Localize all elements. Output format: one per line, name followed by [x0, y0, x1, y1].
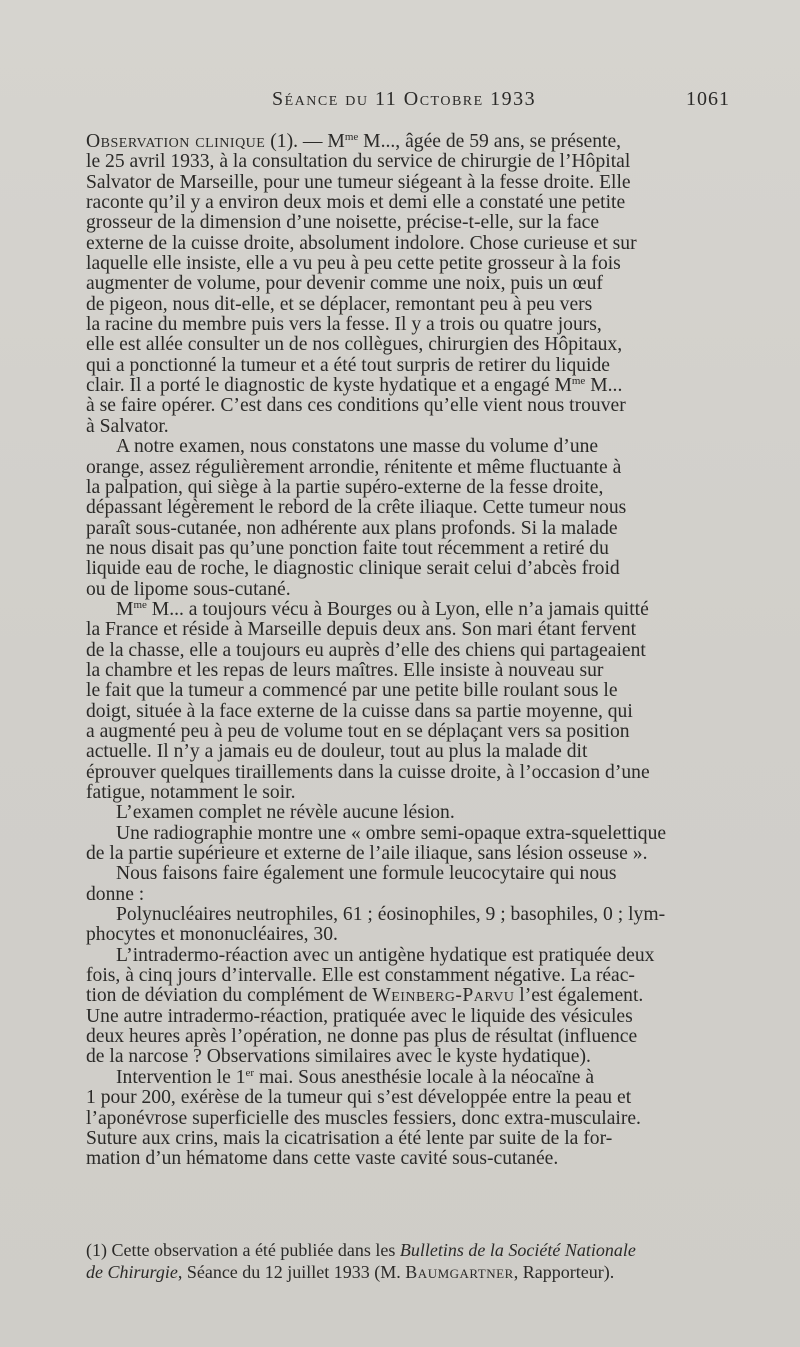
text-run: paraît sous-cutanée, non adhérente aux plans profonds. Si la malade	[86, 517, 618, 539]
text-line	[86, 1149, 738, 1169]
text-line	[86, 559, 738, 579]
text-run: a augmenté peu à peu de volume tout en se déplaçant vers sa position	[86, 720, 630, 742]
text-run: A notre examen, nous constatons une masse du volume d’une	[116, 436, 599, 458]
text-line	[86, 1007, 738, 1027]
text-run: l’est également.	[514, 985, 644, 1007]
text-run: liquide eau de roche, le diagnostic clinique serait celui d’abcès froid	[86, 558, 620, 580]
text-run: doigt, située à la face externe de la cuisse dans sa partie moyenne, qui	[86, 700, 633, 722]
text-run: Baumgartner	[405, 1262, 514, 1282]
text-line	[86, 580, 738, 600]
text-line	[86, 844, 738, 864]
text-run: Une autre intradermo-réaction, pratiquée avec le liquide des vésicules	[86, 1005, 633, 1027]
text-line	[86, 1027, 738, 1047]
text-run: mation d’un hématome dans cette vaste cavité sous-cutanée.	[86, 1148, 559, 1170]
text-run: L’intradermo-réaction avec un antigène hydatique est pratiquée deux	[116, 944, 655, 966]
text-run: orange, assez régulièrement arrondie, rénitente et même fluctuante à	[86, 456, 622, 478]
text-run: Nous faisons faire également une formule leucocytaire qui nous	[116, 863, 617, 885]
text-line	[86, 864, 738, 884]
text-run: la palpation, qui siège à la partie supéro-externe de la fesse droite,	[86, 476, 604, 498]
text-line	[86, 498, 738, 518]
text-run: donne :	[86, 883, 145, 905]
text-line	[86, 519, 738, 539]
text-run: raconte qu’il y a environ deux mois et demi elle a constaté une petite	[86, 192, 626, 214]
text-run: mai. Sous anesthésie locale à la néocaïne à	[254, 1066, 595, 1088]
text-run: Une radiographie montre une « ombre semi-opaque extra-squelettique	[116, 822, 667, 844]
text-line	[86, 173, 738, 193]
text-line	[86, 742, 738, 762]
text-run: , Rapporteur).	[513, 1262, 615, 1282]
text-line	[86, 681, 738, 701]
text-run: dépassant légèrement le rebord de la crête iliaque. Cette tumeur nous	[86, 497, 627, 519]
text-line	[86, 437, 738, 457]
text-run: laquelle elle insiste, elle a vu peu à peu cette petite grosseur à la fois	[86, 253, 621, 275]
text-run: actuelle. Il n’y a jamais eu de douleur, tout au plus la malade dit	[86, 741, 588, 763]
text-line	[86, 376, 738, 396]
text-run: à se faire opérer. C’est dans ces conditions qu’elle vient nous trouver	[86, 395, 626, 417]
text-line	[86, 539, 738, 559]
text-run: (1) Cette observation a été publiée dans les	[86, 1240, 400, 1260]
text-run: de Chirurgie	[86, 1262, 178, 1282]
text-run: Weinberg-Parvu	[372, 985, 515, 1007]
text-run: fois, à cinq jours d’intervalle. Elle est constamment négative. La réac-	[86, 965, 635, 987]
text-line	[86, 213, 738, 233]
text-line	[86, 600, 738, 620]
text-run: , Séance du 12 juillet 1933 (M.	[177, 1262, 406, 1282]
text-run: (1). — M	[265, 131, 345, 152]
text-line	[86, 783, 738, 803]
footnote-line	[86, 1261, 746, 1283]
page-number: 1061	[686, 88, 730, 110]
text-line	[86, 254, 738, 274]
text-run: me	[344, 131, 359, 143]
footnote	[86, 1239, 746, 1283]
text-run: la racine du membre puis vers la fesse. Il y a trois ou quatre jours,	[86, 314, 602, 336]
text-run: Intervention le 1	[116, 1066, 246, 1088]
text-run: externe de la cuisse droite, absolument indolore. Chose curieuse et sur	[86, 232, 637, 254]
footnote-line	[86, 1239, 746, 1261]
text-run: la France et réside à Marseille depuis deux ans. Son mari étant fervent	[86, 619, 637, 641]
text-run: le 25 avril 1933, à la consultation du service de chirurgie de l’Hôpital	[86, 151, 631, 173]
running-head-title: Séance du 11 Octobre 1933	[272, 88, 537, 110]
text-line	[86, 925, 738, 945]
text-run: deux heures après l’opération, ne donne pas plus de résultat (influence	[86, 1026, 638, 1048]
text-run: à Salvator.	[86, 415, 169, 437]
text-line	[86, 356, 738, 376]
text-line	[86, 702, 738, 722]
text-line	[86, 1068, 738, 1088]
text-line	[86, 234, 738, 254]
text-line	[86, 132, 738, 152]
text-line	[86, 335, 738, 355]
text-line	[86, 986, 738, 1006]
running-head	[0, 88, 800, 118]
text-line	[86, 885, 738, 905]
text-line	[86, 620, 738, 640]
text-run: éprouver quelques tiraillements dans la cuisse droite, à l’occasion d’une	[86, 761, 650, 783]
text-run: de pigeon, nous dit-elle, et se déplacer, remontant peu à peu vers	[86, 293, 593, 315]
text-line	[86, 641, 738, 661]
text-run: de la chasse, elle a toujours eu auprès d’elle des chiens qui partageaient	[86, 639, 646, 661]
text-run: clair. Il a porté le diagnostic de kyste hydatique et a engagé M	[86, 375, 572, 397]
text-line	[86, 193, 738, 213]
text-run: ne nous disait pas qu’une ponction faite tout récemment a retiré du	[86, 537, 609, 559]
text-line	[86, 803, 738, 823]
text-run: M...	[585, 375, 623, 397]
text-line	[86, 315, 738, 335]
text-run: Bulletins de la Société Nationale	[399, 1240, 636, 1260]
text-run: M	[116, 598, 134, 620]
text-run: fatigue, notamment le soir.	[86, 782, 296, 803]
text-run: me	[571, 375, 586, 388]
text-run: me	[133, 598, 147, 611]
text-run: la chambre et les repas de leurs maîtres. Elle insiste à nouveau sur	[86, 659, 604, 681]
text-line	[86, 1109, 738, 1129]
text-line	[86, 824, 738, 844]
text-line	[86, 458, 738, 478]
text-line	[86, 722, 738, 742]
text-line	[86, 1088, 738, 1108]
text-run: Polynucléaires neutrophiles, 61 ; éosinophiles, 9 ; basophiles, 0 ; lym-	[116, 904, 666, 926]
text-line	[86, 152, 738, 172]
text-line	[86, 905, 738, 925]
text-run: de la narcose ? Observations similaires avec le kyste hydatique).	[86, 1046, 591, 1068]
text-run: le fait que la tumeur a commencé par une petite bille roulant sous le	[86, 680, 618, 702]
text-run: ou de lipome sous-cutané.	[86, 578, 291, 600]
text-run: 1 pour 200, exérèse de la tumeur qui s’est développée entre la peau et	[86, 1087, 632, 1109]
text-line	[86, 763, 738, 783]
text-run: tion de déviation du complément de	[86, 985, 373, 1007]
text-run: Observation clinique	[86, 131, 266, 152]
text-run: M... a toujours vécu à Bourges ou à Lyon, elle n’a jamais quitté	[146, 598, 649, 620]
text-run: phocytes et mononucléaires, 30.	[86, 924, 338, 946]
text-run: grosseur de la dimension d’une noisette, précise-t-elle, sur la face	[86, 212, 600, 234]
text-line	[86, 946, 738, 966]
body-text	[86, 132, 738, 1170]
text-line	[86, 478, 738, 498]
text-line	[86, 1047, 738, 1067]
text-line	[86, 417, 738, 437]
text-run: Salvator de Marseille, pour une tumeur siégeant à la fesse droite. Elle	[86, 171, 631, 193]
text-run: l’aponévrose superficielle des muscles fessiers, donc extra-musculaire.	[86, 1107, 641, 1129]
text-run: Suture aux crins, mais la cicatrisation a été lente par suite de la for-	[86, 1127, 613, 1149]
text-line	[86, 966, 738, 986]
text-run: M..., âgée de 59 ans, se présente,	[358, 131, 622, 152]
text-line	[86, 295, 738, 315]
text-run: qui a ponctionné la tumeur et a été tout surpris de retirer du liquide	[86, 354, 610, 376]
text-run: elle est allée consulter un de nos collègues, chirurgien des Hôpitaux,	[86, 334, 623, 356]
text-run: de la partie supérieure et externe de l’aile iliaque, sans lésion osseuse ».	[86, 843, 648, 865]
text-run: er	[245, 1066, 255, 1079]
text-run: augmenter de volume, pour devenir comme une noix, puis un œuf	[86, 273, 603, 295]
text-line	[86, 396, 738, 416]
text-line	[86, 274, 738, 294]
text-line	[86, 1129, 738, 1149]
text-run: L’examen complet ne révèle aucune lésion.	[116, 802, 455, 824]
text-line	[86, 661, 738, 681]
